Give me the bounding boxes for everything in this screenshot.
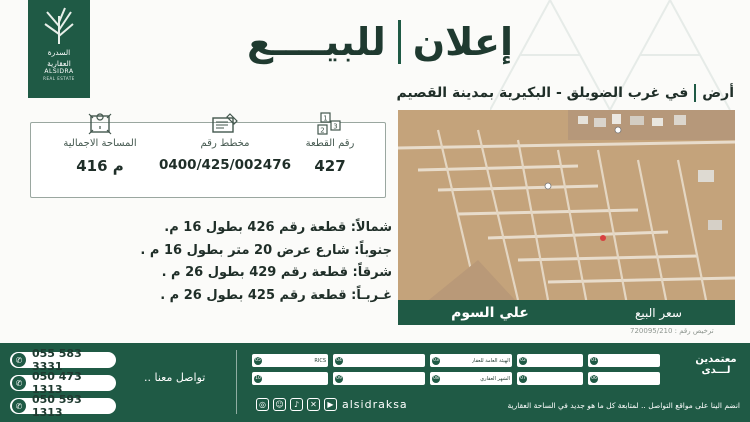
partner-name: الشهر العقاري: [480, 375, 510, 382]
footer-divider: [236, 350, 237, 414]
partner-box: [517, 372, 583, 385]
partner-number: 03: [433, 358, 439, 363]
partner-box: [517, 354, 583, 367]
partners-row-1: [252, 354, 676, 367]
partner-number: 09: [336, 376, 342, 381]
youtube-icon[interactable]: ▶: [324, 398, 337, 411]
phone-3[interactable]: [10, 393, 116, 419]
price-bar: [398, 300, 735, 325]
accredited-by: [686, 354, 746, 376]
contact-us-label: تواصل معنا ..: [144, 371, 206, 384]
sidra-tree-icon: [39, 6, 79, 46]
plan-value: 0400/425/002476: [159, 157, 291, 173]
logo-text-ar-1: السدرة: [47, 48, 71, 57]
partner-number: 02: [520, 358, 526, 363]
partner-number: 07: [520, 376, 526, 381]
boundaries-list: [120, 217, 392, 307]
property-type: أرض: [702, 85, 734, 101]
property-location: في غرب الضويلق - البكيرية بمدينة القصيم: [396, 85, 689, 101]
join-us-text: انضم الينا على مواقع التواصل .. لمتابعة كل ما هو جديد في الساحة العقارية: [507, 401, 740, 410]
partner-box: [252, 354, 328, 367]
tiktok-icon[interactable]: ♪: [290, 398, 303, 411]
phone-1[interactable]: [10, 347, 116, 373]
lot-info: [270, 112, 390, 175]
partner-number: 06: [591, 376, 597, 381]
whatsapp-icon: ✆: [12, 376, 26, 390]
lot-label: رقم القطعة: [305, 138, 355, 149]
license-number: ترخيص رقم : 720095/210: [630, 327, 714, 335]
phone-number-3: 050 593 1313: [31, 393, 82, 419]
partner-box: [333, 354, 425, 367]
phone-number-2: 050 473 1313: [31, 370, 82, 396]
numbered-blocks-icon: [315, 112, 345, 136]
svg-text:2: 2: [320, 126, 325, 135]
partner-number: 05: [255, 358, 261, 363]
boundary-west: غـربـاً: قطعة رقم 425 بطول 26 م .: [160, 287, 392, 303]
social-links: [256, 398, 337, 411]
logo-text-en-sub: REAL ESTATE: [43, 76, 75, 81]
accredited-line-1: معتمدين: [695, 354, 737, 365]
aerial-photo: [398, 110, 735, 325]
phone-number-1: 055 583 3331: [31, 347, 82, 373]
accredited-line-2: لـــدى: [701, 365, 731, 376]
whatsapp-icon: ✆: [12, 353, 26, 367]
partner-name: الهيئة العامة للعقار: [471, 357, 510, 364]
location-separator: [694, 84, 696, 102]
snapchat-icon[interactable]: ☺: [273, 398, 286, 411]
instagram-icon[interactable]: ◎: [256, 398, 269, 411]
boundary-south: جنوباً: شارع عرض 20 متر بطول 16 م .: [140, 242, 392, 258]
partner-name: RICS: [314, 357, 326, 364]
satellite-map-image: [398, 110, 735, 325]
phone-2[interactable]: [10, 370, 116, 396]
lot-value: 427: [314, 157, 346, 175]
title-separator: [398, 20, 401, 64]
partner-number: 01: [591, 358, 597, 363]
svg-text:1: 1: [323, 114, 328, 123]
price-label: سعر البيع: [634, 305, 682, 320]
area-info: [40, 112, 160, 175]
area-map-icon: [87, 112, 113, 136]
whatsapp-icon: ✆: [12, 399, 26, 413]
partner-number: 10: [255, 376, 261, 381]
title-for-sale: للبيــــع: [247, 20, 386, 64]
phone-list: [10, 347, 116, 421]
boundary-east: شرقاً: قطعة رقم 429 بطول 26 م .: [161, 265, 392, 280]
plan-drawing-icon: [210, 112, 240, 136]
logo-text-ar-2: العقارية: [47, 59, 71, 68]
svg-text:3: 3: [333, 122, 338, 131]
plan-label: مخطط رقم: [200, 138, 250, 149]
partner-box: [430, 354, 512, 367]
partner-box: [252, 372, 328, 385]
social-handle[interactable]: alsidraksa: [342, 398, 408, 411]
accreditation-partners: [252, 354, 676, 390]
partners-row-2: [252, 372, 676, 385]
partner-number: 04: [336, 358, 342, 363]
company-logo: [28, 0, 90, 98]
partner-box: [430, 372, 512, 385]
ad-title: [200, 14, 560, 70]
partner-box: [333, 372, 425, 385]
partner-box: [588, 354, 660, 367]
boundary-north: شمالاً: قطعة رقم 426 بطول 16 م.: [164, 220, 392, 235]
title-announcement: إعلان: [412, 20, 513, 64]
price-value: علي السوم: [451, 304, 529, 321]
x-twitter-icon[interactable]: ✕: [307, 398, 320, 411]
logo-text-en: ALSIDRA: [44, 68, 74, 75]
partner-box: [588, 372, 660, 385]
partner-number: 08: [433, 376, 439, 381]
area-label: المساحة الاجمالية: [63, 138, 137, 149]
location-line: [396, 84, 734, 102]
area-value: 416 م: [76, 157, 124, 175]
